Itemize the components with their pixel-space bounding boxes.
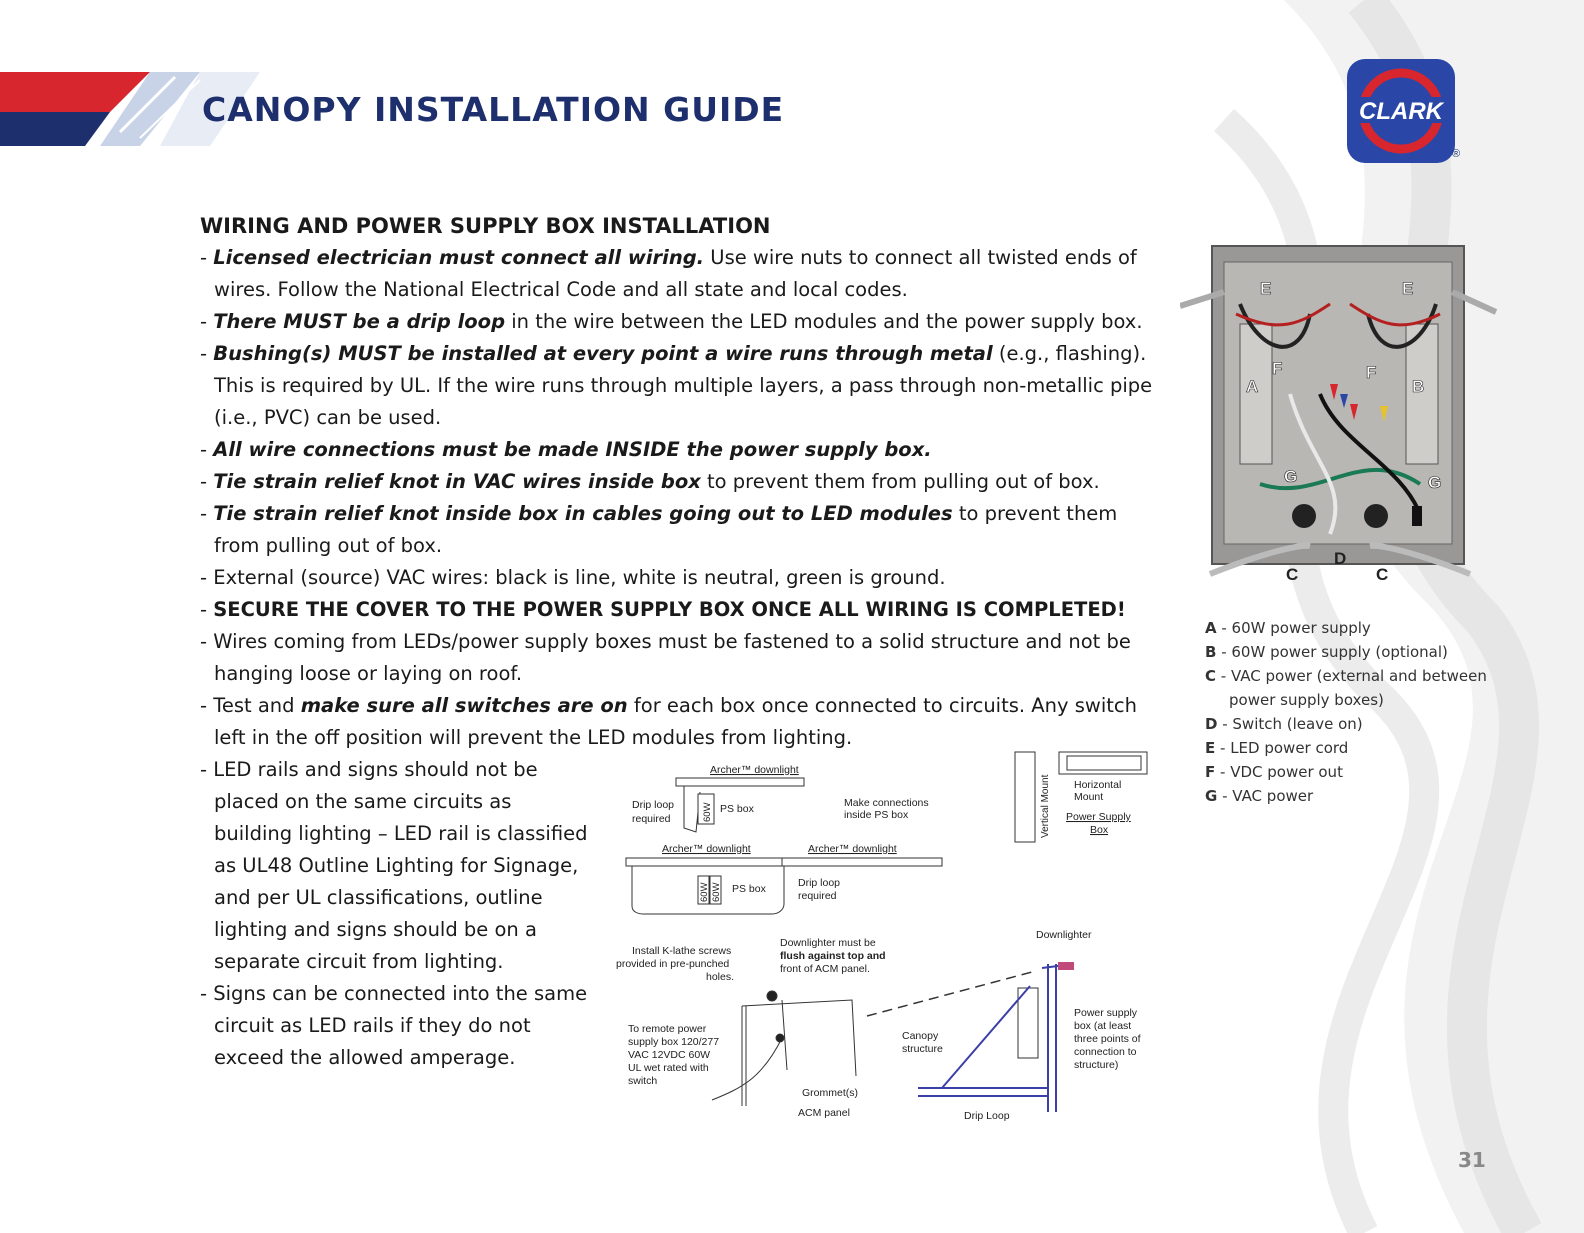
page-title: CANOPY INSTALLATION GUIDE <box>202 90 785 129</box>
legend-item: G - VAC power <box>1205 787 1314 805</box>
label-archer-right: Archer™ downlight <box>808 843 897 855</box>
label-drip-loop: Drip Loop <box>964 1110 1010 1122</box>
label-drip-mid: Drip loop <box>798 877 841 889</box>
label-required-mid: required <box>798 890 837 902</box>
label-E-right: E <box>1402 279 1414 298</box>
bullet-item: - Bushing(s) MUST be installed at every point a wire runs through metal (e.g., flashing). This is required by UL. If the wire runs through multiple layers, a pass through non-metallic pipe (i.e., PVC) can be used. <box>200 342 1153 429</box>
bullet-item: - Test and make sure all switches are on for each box once connected to circuits. Any switch left in the off position will prevent the LED modules from lighting. <box>200 694 1137 749</box>
bullet-item: - Signs can be connected into the same circuit as LED rails if they do not exceed the allowed amperage. <box>200 982 588 1069</box>
label-B: B <box>1412 377 1425 396</box>
label-downlighter: Downlighter <box>1036 929 1092 941</box>
label-install1: Install K-lathe screws <box>632 945 732 957</box>
label-drip-top: Drip loop <box>632 799 675 811</box>
label-vertical: Vertical Mount <box>1040 774 1051 838</box>
label-ps1: Power supply <box>1074 1007 1138 1019</box>
bullet-item: - External (source) VAC wires: black is line, white is neutral, green is ground. <box>200 566 946 589</box>
label-acm: ACM panel <box>798 1107 850 1119</box>
power-supply-box-diagram <box>1180 244 1500 590</box>
bullet-item: - Tie strain relief knot in VAC wires inside box to prevent them from pulling out of box. <box>200 470 1100 493</box>
legend-item: D - Switch (leave on) <box>1205 715 1363 733</box>
label-install3: holes. <box>706 971 735 983</box>
label-psbox-top: PS box <box>720 803 754 815</box>
label-remote3: VAC 12VDC 60W <box>628 1049 711 1061</box>
label-install2: provided in pre-punched <box>616 958 730 970</box>
label-dl1: Downlighter must be <box>780 937 876 949</box>
legend-item: A - 60W power supply <box>1205 619 1371 637</box>
label-C-right: C <box>1376 565 1389 584</box>
label-F-left: F <box>1272 359 1283 378</box>
label-grommet: Grommet(s) <box>802 1087 858 1099</box>
legend <box>1205 616 1487 808</box>
legend-item: E - LED power cord <box>1205 739 1349 757</box>
label-psbox-mid: PS box <box>732 883 766 895</box>
label-ps5: structure) <box>1074 1059 1119 1071</box>
label-ps4: connection to <box>1074 1046 1137 1058</box>
bullet-item: - Licensed electrician must connect all wiring. Use wire nuts to connect all twisted ends of wires. Follow the National Electrical Code and all state and local codes. <box>200 246 1137 301</box>
label-C-left: C <box>1286 565 1299 584</box>
label-E-left: E <box>1260 279 1272 298</box>
bullet-item: - There MUST be a drip loop in the wire between the LED modules and the power supply box. <box>200 310 1143 333</box>
bullet-item: - Wires coming from LEDs/power supply boxes must be fastened to a solid structure and not be hanging loose or laying on roof. <box>200 630 1131 685</box>
logo-text: CLARK <box>1359 98 1443 125</box>
label-ps2: box (at least <box>1074 1020 1132 1032</box>
label-60w-b: 60W <box>711 882 722 902</box>
bullet-item: - SECURE THE COVER TO THE POWER SUPPLY BOX ONCE ALL WIRING IS COMPLETED! <box>200 598 1126 621</box>
legend-item: B - 60W power supply (optional) <box>1205 643 1448 661</box>
label-required-top: required <box>632 813 671 825</box>
label-mount: Mount <box>1074 791 1104 803</box>
bullet-item: - LED rails and signs should not be placed on the same circuits as building lighting – LED rail is classified as UL48 Outline Lighting for Signage, and per UL classifications, outline lighting and signs should be on a separate circuit from lighting. <box>200 758 588 973</box>
label-60w-a: 60W <box>699 882 710 902</box>
label-60w-top: 60W <box>702 802 713 822</box>
label-G-left: G <box>1284 467 1298 486</box>
label-canopy1: Canopy <box>902 1030 939 1042</box>
clark-logo <box>1345 57 1457 165</box>
label-G-right: G <box>1428 473 1442 492</box>
mounting-diagrams <box>612 748 1157 918</box>
label-F-right: F <box>1366 363 1377 382</box>
legend-item: C - VAC power (external and between <box>1205 667 1487 685</box>
label-psb: Power Supply <box>1066 811 1131 823</box>
bullet-item: - All wire connections must be made INSIDE the power supply box. <box>200 438 932 461</box>
label-dl3: front of ACM panel. <box>780 963 870 975</box>
legend-item-continued: power supply boxes) <box>1229 691 1384 709</box>
label-archer-top: Archer™ downlight <box>710 764 799 776</box>
page-number: 31 <box>1458 1148 1486 1172</box>
section-title: WIRING AND POWER SUPPLY BOX INSTALLATION <box>200 214 771 238</box>
label-remote4: UL wet rated with <box>628 1062 709 1074</box>
installation-detail-diagram <box>612 928 1157 1123</box>
registered-mark: ® <box>1452 148 1461 160</box>
label-box: Box <box>1090 824 1109 836</box>
label-remote2: supply box 120/277 <box>628 1036 720 1048</box>
label-ps3: three points of <box>1074 1033 1141 1045</box>
label-canopy2: structure <box>902 1043 943 1055</box>
label-A: A <box>1246 377 1259 396</box>
label-inside: inside PS box <box>844 809 909 821</box>
label-D: D <box>1334 549 1347 568</box>
label-horizontal: Horizontal <box>1074 779 1122 791</box>
label-dl2: flush against top and <box>780 950 886 962</box>
label-make: Make connections <box>844 797 929 809</box>
label-remote5: switch <box>628 1075 658 1087</box>
bullet-item: - Tie strain relief knot inside box in cables going out to LED modules to prevent them from pulling out of box. <box>200 502 1118 557</box>
legend-item: F - VDC power out <box>1205 763 1343 781</box>
label-remote1: To remote power <box>628 1023 707 1035</box>
label-archer-left: Archer™ downlight <box>662 843 751 855</box>
